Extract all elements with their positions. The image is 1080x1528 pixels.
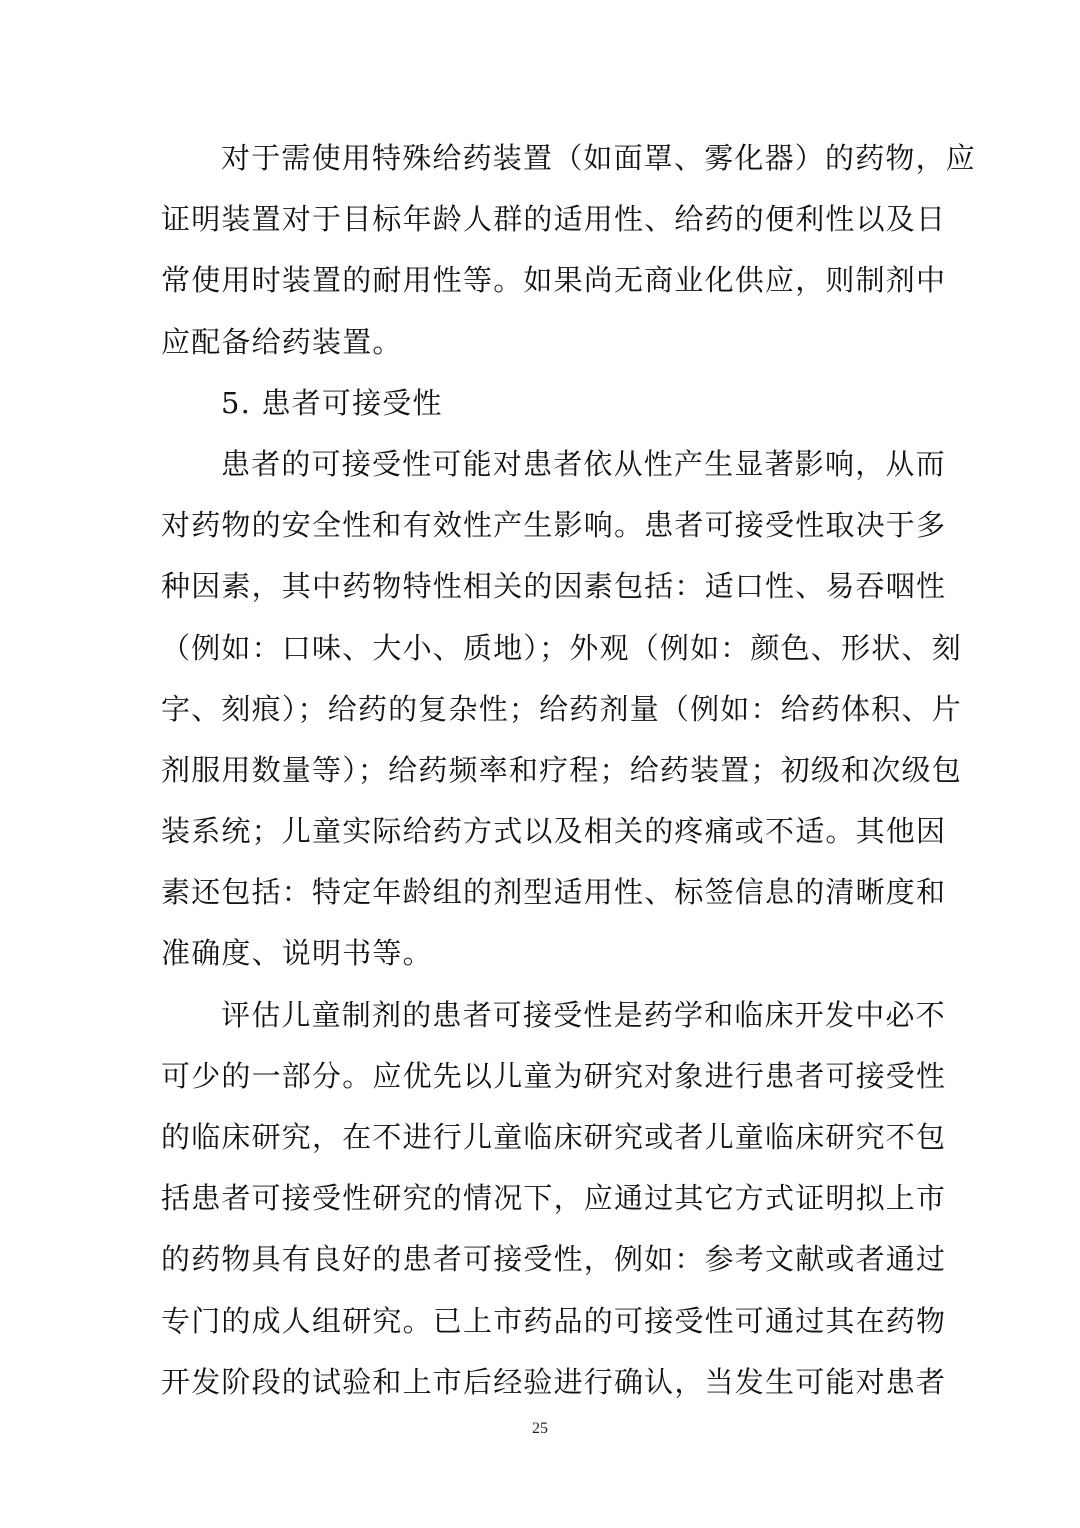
section-heading: 5. 患者可接受性 [221,385,443,420]
page-number: 25 [532,1420,548,1437]
text-line: 的药物具有良好的患者可接受性，例如：参考文献或者通过 [161,1242,947,1277]
text-line: 对药物的安全性和有效性产生影响。患者可接受性取决于多 [161,508,947,543]
section-heading-block [161,373,921,434]
text-line: 评估儿童制剂的患者可接受性是药学和临床开发中必不 [221,997,946,1032]
text-line: 字、刻痕）；给药的复杂性；给药剂量（例如：给药体积、片 [161,691,962,726]
paragraph-patient-acceptability [161,434,962,985]
paragraph-acceptability-evaluation [161,985,947,1413]
text-line: 可少的一部分。应优先以儿童为研究对象进行患者可接受性 [161,1058,947,1093]
text-line: 证明装置对于目标年龄人群的适用性、给药的便利性以及日 [161,202,947,237]
text-line: 准确度、说明书等。 [161,936,433,971]
text-line: 种因素，其中药物特性相关的因素包括：适口性、易吞咽性 [161,569,947,604]
document-body [161,128,977,1413]
text-line: 专门的成人组研究。已上市药品的可接受性可通过其在药物 [161,1303,947,1338]
text-line: 装系统；儿童实际给药方式以及相关的疼痛或不适。其他因 [161,814,947,849]
text-line: 应配备给药装置。 [161,324,403,359]
text-line: 对于需使用特殊给药装置（如面罩、雾化器）的药物，应 [221,141,977,175]
text-line: 常使用时装置的耐用性等。如果尚无商业化供应，则制剂中 [161,263,947,298]
text-line: 剂服用数量等）；给药频率和疗程；给药装置；初级和次级包 [161,752,962,787]
text-line: （例如：口味、大小、质地）；外观（例如：颜色、形状、刻 [161,630,962,665]
paragraph-device-applicability [161,128,977,373]
text-line: 患者的可接受性可能对患者依从性产生显著影响，从而 [221,446,946,481]
text-line: 开发阶段的试验和上市后经验进行确认，当发生可能对患者 [161,1364,947,1399]
text-line: 的临床研究，在不进行儿童临床研究或者儿童临床研究不包 [161,1120,947,1154]
text-line: 括患者可接受性研究的情况下，应通过其它方式证明拟上市 [161,1181,947,1216]
text-line: 素还包括：特定年龄组的剂型适用性、标签信息的清晰度和 [161,875,947,910]
